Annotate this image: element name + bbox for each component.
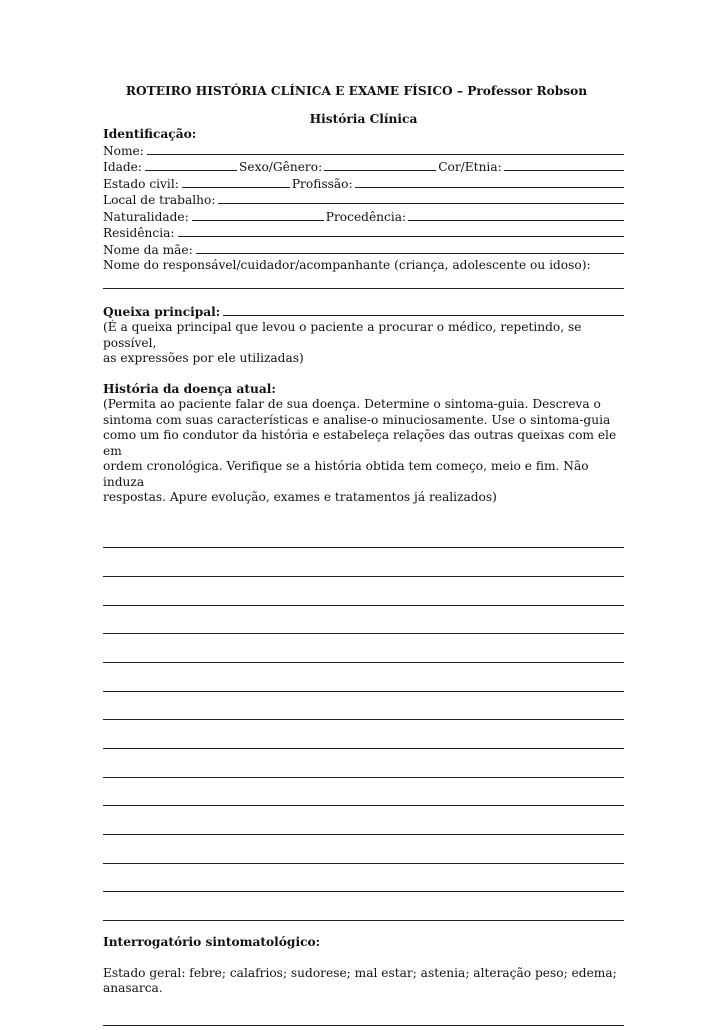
queixa-row — [103, 304, 624, 321]
naturalidade-row — [103, 209, 624, 226]
residencia-row — [103, 225, 624, 242]
answer-line[interactable] — [103, 663, 624, 692]
interrogatorio-heading: Interrogatório sintomatológico: — [103, 935, 321, 950]
answer-line[interactable] — [103, 835, 624, 864]
answer-line[interactable] — [103, 720, 624, 749]
idade-row — [103, 159, 624, 176]
answer-line[interactable] — [103, 520, 624, 549]
answer-line[interactable] — [103, 606, 624, 635]
naturalidade-field[interactable] — [192, 209, 324, 221]
answer-line[interactable] — [103, 778, 624, 807]
answer-line[interactable] — [103, 577, 624, 606]
document-title: ROTEIRO HISTÓRIA CLÍNICA E EXAME FÍSICO – Professor Robson — [125, 84, 588, 98]
estado-civil-field[interactable] — [182, 176, 290, 188]
residencia-field[interactable] — [178, 225, 624, 237]
queixa-heading: Queixa principal: — [103, 304, 221, 319]
responsavel-field[interactable] — [103, 274, 624, 289]
procedencia-label: Procedência: — [325, 209, 407, 224]
hda-line: respostas. Apure evolução, exames e tratamentos já realizados) — [103, 490, 497, 504]
queixa-field[interactable] — [223, 304, 624, 316]
hda-line: como um fio condutor da história e estabeleça relações das outras queixas com ele em — [103, 428, 617, 458]
answer-line[interactable] — [103, 548, 624, 577]
responsavel-label: Nome do responsável/cuidador/acompanhante (criança, adolescente ou idoso): — [103, 258, 591, 272]
hda-instructions — [103, 397, 624, 506]
local-trabalho-field[interactable] — [218, 192, 624, 204]
cor-field[interactable] — [504, 159, 624, 171]
nome-mae-field[interactable] — [196, 242, 624, 254]
estado-geral-line-1: Estado geral: febre; calafrios; sudorese; mal estar; astenia; alteração peso; edema; — [103, 965, 617, 980]
document-page — [103, 84, 624, 1026]
answer-line[interactable] — [103, 806, 624, 835]
queixa-note-line-1: (É a queixa principal que levou o paciente a procurar o médico, repetindo, se possível, — [103, 320, 582, 350]
queixa-note-line-2: as expressões por ele utilizadas) — [103, 351, 304, 365]
sexo-field[interactable] — [324, 159, 436, 171]
estado-civil-label: Estado civil: — [103, 176, 179, 191]
hda-line: ordem cronológica. Verifique se a história obtida tem começo, meio e fim. Não induza — [103, 459, 589, 489]
identificacao-heading: Identificação: — [103, 127, 197, 141]
nome-row — [103, 143, 624, 160]
local-trabalho-label: Local de trabalho: — [103, 193, 216, 207]
estado-geral-line-2: anasarca. — [103, 981, 163, 996]
residencia-label: Residência: — [103, 226, 175, 240]
answer-line[interactable] — [103, 634, 624, 663]
sexo-label: Sexo/Gênero: — [239, 160, 323, 174]
hda-heading: História da doença atual: — [103, 381, 276, 396]
naturalidade-label: Naturalidade: — [103, 209, 189, 224]
answer-line[interactable] — [103, 749, 624, 778]
profissao-field[interactable] — [355, 176, 624, 188]
idade-field[interactable] — [145, 159, 237, 171]
nome-label: Nome: — [103, 143, 144, 158]
hda-line: (Permita ao paciente falar de sua doença. Determine o sintoma-guia. Descreva o — [103, 397, 601, 411]
section-title-historia-clinica: História Clínica — [309, 111, 418, 126]
estado-geral-field[interactable] — [103, 1011, 624, 1026]
hda-answer-area — [103, 520, 624, 922]
profissao-label: Profissão: — [291, 176, 353, 191]
procedencia-field[interactable] — [408, 209, 624, 221]
cor-label: Cor/Etnia: — [438, 160, 502, 174]
answer-line[interactable] — [103, 892, 624, 921]
estado-civil-row — [103, 176, 624, 193]
local-trabalho-row — [103, 192, 624, 209]
nome-field[interactable] — [147, 143, 624, 155]
nome-mae-label: Nome da mãe: — [103, 242, 193, 257]
idade-label: Idade: — [103, 160, 143, 174]
nome-mae-row — [103, 242, 624, 259]
answer-line[interactable] — [103, 692, 624, 721]
hda-line: sintoma com suas características e analise-o minuciosamente. Use o sintoma-guia — [103, 412, 611, 427]
answer-line[interactable] — [103, 864, 624, 893]
